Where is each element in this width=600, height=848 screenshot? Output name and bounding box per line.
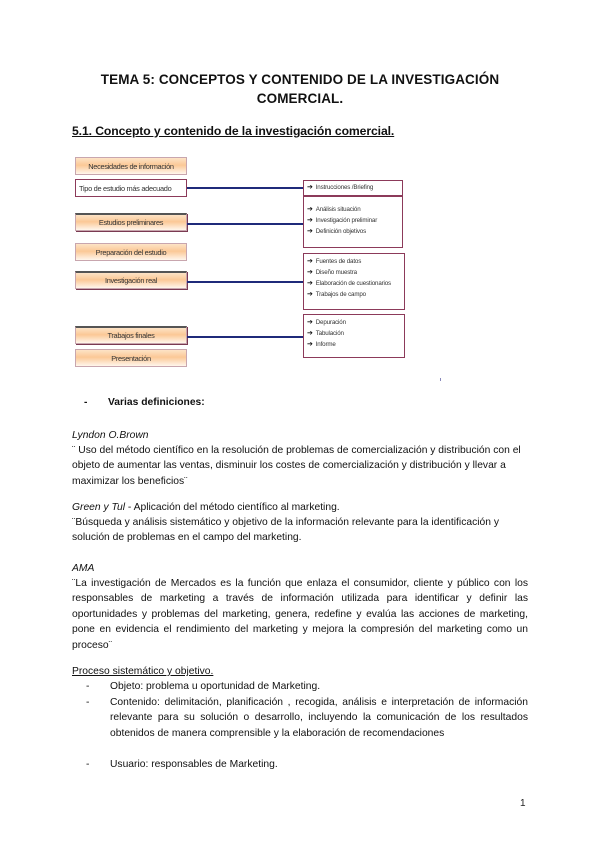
bullet-dash: - (86, 759, 90, 770)
title-line-1: TEMA 5: CONCEPTOS Y CONTENIDO DE LA INVESTIGACIÓN (100, 72, 500, 87)
bullet-dash: - (86, 697, 90, 708)
page-number: 1 (520, 798, 526, 809)
diagram-detail-item: ➔ Elaboración de cuestionarios (307, 280, 391, 287)
arrow-right-icon: ➔ (307, 269, 313, 276)
arrow-right-icon: ➔ (307, 184, 313, 191)
definition-author: AMA (72, 563, 95, 574)
arrow-right-icon: ➔ (307, 258, 313, 265)
arrow-right-icon: ➔ (307, 330, 313, 337)
diagram-detail-item: ➔ Definición objetivos (307, 228, 367, 235)
definition-text: ¨La investigación de Mercados es la función que enlaza el consumidor, cliente y público con los responsables de marketing a través de información utilizada para identificar y definir las oportunidades y problemas del marketing, genera, redefine y evalúa las acciones de marketing, pone en evidencia el rendimiento del marketing y mejora la compresión del marketing como un proceso¨ (72, 578, 528, 651)
diagram-detail-item: ➔ Trabajos de campo (307, 291, 366, 298)
diagram-box-preparacion: Preparación del estudio (75, 243, 187, 261)
diagram-detail-item: ➔ Diseño muestra (307, 269, 357, 276)
process-heading: Proceso sistemático y objetivo. (72, 666, 214, 677)
diagram-box-tipo-estudio: Tipo de estudio más adecuado (75, 179, 187, 197)
bullet-dash: - (84, 397, 88, 408)
diagram-detail-item: ➔ Fuentes de datos (307, 258, 362, 265)
connector-line (187, 281, 305, 283)
definition-author-line: Green y Tul - Aplicación del método científico al marketing. (72, 502, 340, 513)
diagram-detail-box (303, 314, 405, 358)
diagram-detail-box (303, 196, 403, 248)
connector-line (187, 223, 305, 225)
arrow-right-icon: ➔ (307, 217, 313, 224)
diagram-detail-item: ➔ Instrucciones /Briefing (307, 184, 374, 191)
stray-mark (440, 378, 441, 381)
arrow-right-icon: ➔ (307, 319, 313, 326)
arrow-right-icon: ➔ (307, 206, 313, 213)
diagram-box-investigacion-real: Investigación real (75, 271, 187, 289)
research-process-diagram (0, 0, 600, 380)
definition-text: ¨Búsqueda y análisis sistemático y objetivo de la información relevante para la identificación y solución de problemas en el campo del marketing. (72, 517, 499, 544)
arrow-right-icon: ➔ (307, 291, 313, 298)
connector-line (187, 187, 305, 189)
process-item: - Contenido: delimitación, planificación , recogida, análisis e interpretación de información relevante para su solución o desarrollo, incluyendo la comunicación de los resultados obtenidos de manera comprensible y la elaboración de recomendaciones (86, 695, 528, 741)
definition-author: Lyndon O.Brown (72, 430, 149, 441)
diagram-box-estudios-preliminares: Estudios preliminares (75, 213, 187, 231)
diagram-detail-item: ➔ Informe (307, 341, 336, 348)
diagram-box-necesidades: Necesidades de información (75, 157, 187, 175)
process-item: - Usuario: responsables de Marketing. (86, 757, 528, 772)
diagram-detail-item: ➔ Investigación preliminar (307, 217, 378, 224)
diagram-detail-item: ➔ Depuración (307, 319, 346, 326)
arrow-right-icon: ➔ (307, 341, 313, 348)
diagram-box-trabajos-finales: Trabajos finales (75, 326, 187, 344)
diagram-detail-item: ➔ Análisis situación (307, 206, 361, 213)
diagram-box-presentacion: Presentación (75, 349, 187, 367)
arrow-right-icon: ➔ (307, 228, 313, 235)
process-item: - Objeto: problema u oportunidad de Marketing. (86, 679, 528, 694)
diagram-detail-box (303, 253, 405, 310)
bullet-dash: - (86, 681, 90, 692)
title-line-2: COMERCIAL. (256, 91, 344, 106)
definitions-heading: - Varias definiciones: (84, 395, 205, 410)
diagram-detail-item: ➔ Tabulación (307, 330, 344, 337)
connector-line (187, 336, 305, 338)
diagram-detail-box (303, 180, 403, 196)
arrow-right-icon: ➔ (307, 280, 313, 287)
section-heading: 5.1. Concepto y contenido de la investigación comercial. (72, 124, 395, 138)
definition-text: ¨ Uso del método científico en la resolución de problemas de comercialización y distribución con el objeto de aumentar las ventas, disminuir los costes de comercialización y distribución y llevar a maximizar los beneficios¨ (72, 445, 521, 487)
